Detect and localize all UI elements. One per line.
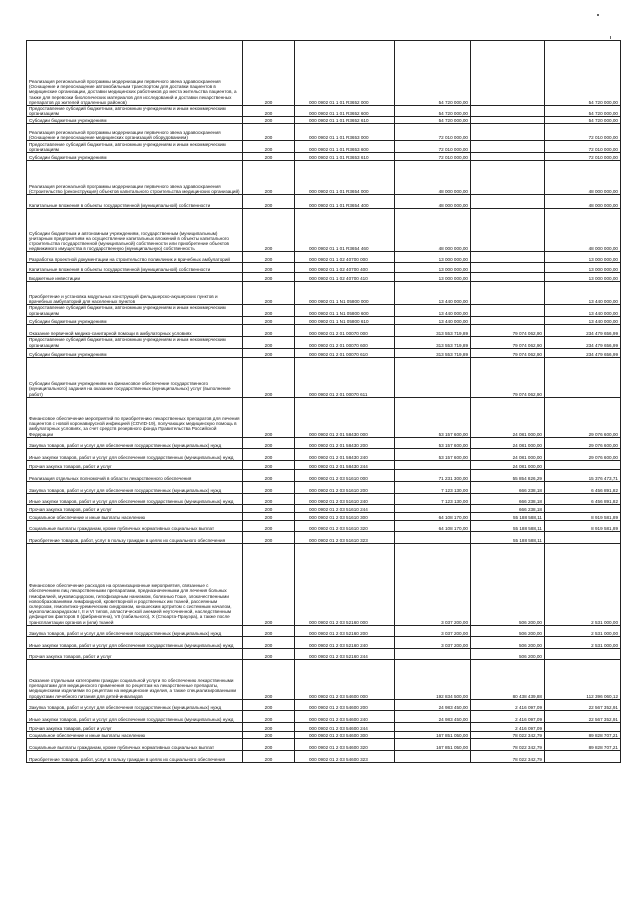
row-unexecuted-amount: 13 440 000,00 [545, 282, 621, 305]
table-row [27, 124, 621, 141]
row-approved-amount: 48 000 000,00 [395, 195, 471, 209]
row-executed-amount [471, 195, 545, 209]
row-line-code: 200 [243, 397, 295, 437]
row-unexecuted-amount: 54 720 000,00 [545, 106, 621, 117]
row-name: Закупка товаров, работ и услуг для обеспечения государственных (муниципальных) нужд [27, 699, 243, 710]
row-approved-amount [395, 460, 471, 469]
row-unexecuted-amount: 29 076 600,00 [545, 437, 621, 448]
row-approved-amount: 64 108 170,00 [395, 512, 471, 520]
row-name: Иные закупки товаров, работ и услуг для обеспечения государственных (муниципальных) нужд [27, 448, 243, 460]
row-executed-amount [471, 124, 545, 141]
table-row [27, 106, 621, 117]
row-classification-code: 000 0902 01 2 03 51610 320 [295, 520, 395, 531]
row-classification-code: 000 0902 01 1 01 R3653 000 [295, 124, 395, 141]
row-executed-amount: 55 188 588,11 [471, 512, 545, 520]
row-name: Предоставление субсидий бюджетным, автономным учреждениям и иным некоммерческим организациям [27, 106, 243, 117]
row-classification-code: 000 0902 01 2 03 51610 300 [295, 512, 395, 520]
row-unexecuted-amount [545, 460, 621, 469]
row-line-code: 200 [243, 750, 295, 762]
row-executed-amount [471, 117, 545, 124]
row-executed-amount: 506 200,00 [471, 636, 545, 648]
table-row [27, 153, 621, 161]
row-name: Капитальные вложения в объекты государственной (муниципальной) собственности [27, 195, 243, 209]
row-name: Закупка товаров, работ и услуг для обеспечения государственных (муниципальных) нужд [27, 625, 243, 636]
table-row [27, 209, 621, 252]
row-approved-amount: 13 440 000,00 [395, 305, 471, 316]
row-approved-amount: 167 851 050,00 [395, 731, 471, 738]
row-name: Финансовое обеспечение мероприятий по приобретению лекарственных препаратов для лечения пациентов с новой коронавирусной инфекцией (COVID-19), получающих медицинскую помощь в амбулаторных условиях, за счет средств резервного фонда Правительства Российской Федерации [27, 397, 243, 437]
row-executed-amount [471, 273, 545, 282]
row-executed-amount: 24 081 000,00 [471, 448, 545, 460]
row-line-code: 200 [243, 273, 295, 282]
row-line-code: 200 [243, 357, 295, 397]
row-executed-amount [471, 263, 545, 273]
table-row [27, 699, 621, 710]
row-classification-code: 000 0902 01 1 02 40700 400 [295, 263, 395, 273]
row-approved-amount: 3 037 200,00 [395, 625, 471, 636]
table-row [27, 448, 621, 460]
table-row [27, 750, 621, 762]
row-line-code: 200 [243, 460, 295, 469]
row-classification-code: 000 0902 01 2 03 54600 300 [295, 731, 395, 738]
row-executed-amount: 2 416 097,09 [471, 710, 545, 722]
row-line-code: 200 [243, 481, 295, 493]
row-classification-code: 000 0902 01 2 01 58430 244 [295, 460, 395, 469]
row-line-code: 200 [243, 731, 295, 738]
row-unexecuted-amount: 6 456 891,82 [545, 493, 621, 504]
row-executed-amount [471, 141, 545, 153]
row-executed-amount: 78 022 342,79 [471, 738, 545, 750]
row-name: Оказание отдельным категориям граждан социальной услуги по обеспечению лекарственными препаратами для медицинского применения по рецептам на лекарственные препараты, медицинскими изделиями по рецептам на медицинские изделия, а также специализированными продуктами лечебного питания для детей-инвалидов [27, 659, 243, 699]
row-line-code: 200 [243, 106, 295, 117]
row-line-code: 200 [243, 141, 295, 153]
row-unexecuted-amount: 54 720 000,00 [545, 117, 621, 124]
row-classification-code: 000 0902 01 1 01 R3653 600 [295, 141, 395, 153]
row-name: Бюджетные инвестиции [27, 273, 243, 282]
row-executed-amount: 666 238,18 [471, 504, 545, 512]
row-name: Реализация региональной программы модернизации первичного звена здравоохранения (Строительство (реконструкция) объектов капитального строительства медицинских организаций) [27, 161, 243, 195]
row-approved-amount: 64 108 170,00 [395, 520, 471, 531]
row-name: Закупка товаров, работ и услуг для обеспечения государственных (муниципальных) нужд [27, 437, 243, 448]
row-classification-code: 000 0902 01 1 01 R3654 400 [295, 195, 395, 209]
row-unexecuted-amount: 234 479 656,99 [545, 336, 621, 348]
row-unexecuted-amount [545, 531, 621, 543]
row-unexecuted-amount: 13 440 000,00 [545, 316, 621, 324]
row-classification-code: 000 0902 01 2 03 54600 000 [295, 659, 395, 699]
row-approved-amount: 72 010 000,00 [395, 124, 471, 141]
row-classification-code: 000 0902 01 1 N1 05800 000 [295, 282, 395, 305]
row-approved-amount: 13 440 000,00 [395, 316, 471, 324]
row-classification-code: 000 0902 01 2 01 00070 610 [295, 348, 395, 357]
row-executed-amount [471, 209, 545, 252]
row-line-code: 200 [243, 305, 295, 316]
row-line-code: 200 [243, 161, 295, 195]
row-executed-amount: 78 022 342,79 [471, 750, 545, 762]
row-line-code: 200 [243, 531, 295, 543]
row-classification-code: 000 0902 01 2 03 54600 240 [295, 710, 395, 722]
row-line-code: 200 [243, 493, 295, 504]
row-classification-code: 000 0902 01 1 01 R3652 610 [295, 117, 395, 124]
row-line-code: 200 [243, 710, 295, 722]
row-unexecuted-amount: 48 000 000,00 [545, 195, 621, 209]
row-unexecuted-amount: 89 828 707,21 [545, 731, 621, 738]
row-line-code: 200 [243, 543, 295, 625]
row-name: Предоставление субсидий бюджетным, автономным учреждениям и иным некоммерческим организациям [27, 336, 243, 348]
row-line-code: 200 [243, 324, 295, 336]
row-approved-amount: 13 000 000,00 [395, 252, 471, 263]
row-executed-amount [471, 161, 545, 195]
row-approved-amount [395, 722, 471, 731]
table-row [27, 273, 621, 282]
row-approved-amount: 3 037 200,00 [395, 636, 471, 648]
row-unexecuted-amount [545, 504, 621, 512]
row-name: Социальные выплаты гражданам, кроме публичных нормативных социальных выплат [27, 738, 243, 750]
row-classification-code: 000 0902 01 2 03 54600 244 [295, 722, 395, 731]
row-executed-amount: 79 074 062,90 [471, 336, 545, 348]
row-line-code: 200 [243, 648, 295, 659]
row-unexecuted-amount [545, 357, 621, 397]
row-line-code: 200 [243, 722, 295, 731]
table-row [27, 324, 621, 336]
row-name: Реализация региональной программы модернизации первичного звена здравоохранения (Оснащение и переоснащение медицинских организаций оборудованием) [27, 124, 243, 141]
table-row [27, 437, 621, 448]
row-executed-amount: 24 081 000,00 [471, 397, 545, 437]
row-classification-code: 000 0902 01 2 01 58430 000 [295, 397, 395, 437]
table-row [27, 710, 621, 722]
table-row [27, 493, 621, 504]
table-row [27, 731, 621, 738]
row-name: Иные закупки товаров, работ и услуг для обеспечения государственных (муниципальных) нужд [27, 636, 243, 648]
row-unexecuted-amount: 89 828 707,21 [545, 738, 621, 750]
row-line-code: 200 [243, 504, 295, 512]
row-executed-amount: 78 022 342,79 [471, 731, 545, 738]
row-name: Оказание первичной медико-санитарной помощи в амбулаторных условиях [27, 324, 243, 336]
row-unexecuted-amount: 48 000 000,00 [545, 161, 621, 195]
row-approved-amount: 313 553 719,89 [395, 348, 471, 357]
row-approved-amount [395, 648, 471, 659]
row-line-code: 200 [243, 699, 295, 710]
table-row [27, 460, 621, 469]
row-classification-code: 000 0902 01 2 01 58430 200 [295, 437, 395, 448]
row-classification-code: 000 0902 01 2 03 51610 244 [295, 504, 395, 512]
budget-execution-sheet [26, 40, 620, 763]
row-unexecuted-amount: 13 440 000,00 [545, 305, 621, 316]
row-classification-code: 000 0902 01 2 03 54600 320 [295, 738, 395, 750]
row-unexecuted-amount: 6 456 891,82 [545, 481, 621, 493]
table-row [27, 722, 621, 731]
row-name: Капитальные вложения в объекты государственной (муниципальной) собственности [27, 263, 243, 273]
row-classification-code: 000 0902 01 2 03 54600 323 [295, 750, 395, 762]
table-row [27, 316, 621, 324]
row-unexecuted-amount: 234 479 656,99 [545, 348, 621, 357]
table-row [27, 738, 621, 750]
row-line-code: 200 [243, 512, 295, 520]
row-classification-code: 000 0902 01 1 01 R3654 460 [295, 209, 395, 252]
row-line-code: 200 [243, 209, 295, 252]
row-approved-amount: 24 983 450,00 [395, 699, 471, 710]
row-executed-amount: 24 081 000,00 [471, 437, 545, 448]
row-executed-amount: 55 854 826,29 [471, 469, 545, 481]
row-line-code: 200 [243, 336, 295, 348]
row-line-code: 200 [243, 282, 295, 305]
row-unexecuted-amount: 29 076 600,00 [545, 397, 621, 437]
row-approved-amount: 54 720 000,00 [395, 106, 471, 117]
row-executed-amount: 506 200,00 [471, 625, 545, 636]
row-unexecuted-amount: 2 531 000,00 [545, 636, 621, 648]
row-name: Прочая закупка товаров, работ и услуг [27, 722, 243, 731]
row-executed-amount: 666 238,18 [471, 481, 545, 493]
row-executed-amount [471, 153, 545, 161]
row-name: Прочая закупка товаров, работ и услуг [27, 460, 243, 469]
row-approved-amount: 13 440 000,00 [395, 282, 471, 305]
row-classification-code: 000 0902 01 1 N1 05800 610 [295, 316, 395, 324]
row-line-code: 200 [243, 316, 295, 324]
budget-table-body [27, 41, 621, 763]
row-executed-amount [471, 305, 545, 316]
row-classification-code: 000 0902 01 1 01 R3654 000 [295, 161, 395, 195]
row-approved-amount: 313 553 719,89 [395, 336, 471, 348]
row-approved-amount: 3 037 200,00 [395, 543, 471, 625]
row-line-code: 200 [243, 124, 295, 141]
row-name: Реализация отдельных полномочий в области лекарственного обеспечения [27, 469, 243, 481]
row-executed-amount: 506 200,00 [471, 648, 545, 659]
table-row [27, 531, 621, 543]
row-line-code: 200 [243, 195, 295, 209]
table-row [27, 648, 621, 659]
scan-speck [610, 36, 611, 39]
row-name: Социальное обеспечение и иные выплаты населению [27, 512, 243, 520]
row-unexecuted-amount: 54 720 000,00 [545, 41, 621, 106]
row-unexecuted-amount: 2 531 000,00 [545, 625, 621, 636]
row-line-code: 200 [243, 437, 295, 448]
row-approved-amount: 53 157 600,00 [395, 397, 471, 437]
row-name: Субсидии бюджетным учреждениям [27, 153, 243, 161]
table-row [27, 504, 621, 512]
table-row [27, 305, 621, 316]
row-name: Субсидии бюджетным и автономным учреждениям, государственным (муниципальным) унитарным предприятиям на осуществление капитальных вложений в объекты капитального строительства государственной (муниципальной) собственности или приобретение объектов недвижимого имущества в государственную (муниципальную) собственность [27, 209, 243, 252]
row-classification-code: 000 0902 01 1 01 R3652 600 [295, 106, 395, 117]
row-classification-code: 000 0902 01 2 01 00070 611 [295, 357, 395, 397]
row-unexecuted-amount: 48 000 000,00 [545, 209, 621, 252]
row-approved-amount: 48 000 000,00 [395, 209, 471, 252]
row-executed-amount [471, 282, 545, 305]
table-row [27, 636, 621, 648]
row-unexecuted-amount: 72 010 000,00 [545, 153, 621, 161]
row-unexecuted-amount: 15 376 473,71 [545, 469, 621, 481]
row-unexecuted-amount: 22 567 352,91 [545, 699, 621, 710]
row-classification-code: 000 0902 01 2 03 51610 000 [295, 469, 395, 481]
row-unexecuted-amount: 8 919 581,89 [545, 512, 621, 520]
row-name: Субсидии бюджетным учреждениям [27, 117, 243, 124]
table-row [27, 520, 621, 531]
row-executed-amount: 55 188 588,11 [471, 520, 545, 531]
row-line-code: 200 [243, 469, 295, 481]
table-row [27, 336, 621, 348]
row-name: Приобретение товаров, работ, услуг в пользу граждан в целях их социального обеспечения [27, 750, 243, 762]
table-row [27, 469, 621, 481]
row-classification-code: 000 0902 01 1 02 40700 000 [295, 252, 395, 263]
table-row [27, 141, 621, 153]
row-classification-code: 000 0902 01 2 03 51610 240 [295, 493, 395, 504]
row-line-code: 200 [243, 625, 295, 636]
row-name: Прочая закупка товаров, работ и услуг [27, 504, 243, 512]
row-unexecuted-amount: 234 479 656,99 [545, 324, 621, 336]
row-approved-amount: 53 157 600,00 [395, 437, 471, 448]
row-executed-amount: 24 081 000,00 [471, 460, 545, 469]
row-line-code: 200 [243, 520, 295, 531]
scan-speck [597, 14, 599, 16]
table-row [27, 41, 621, 106]
row-unexecuted-amount: 72 010 000,00 [545, 141, 621, 153]
row-unexecuted-amount [545, 750, 621, 762]
row-name: Социальные выплаты гражданам, кроме публичных нормативных социальных выплат [27, 520, 243, 531]
row-name: Финансовое обеспечение расходов на организационные мероприятия, связанные с обеспечением лиц лекарственными препаратами, предназначенными для лечения больных гемофилией, муковисцидозом, гипофизарным нанизмом, болезнью Гоше, злокачественными новообразованиями лимфоидной, кроветворной и родственных им тканей, рассеянным склерозом, гемолитико-уремическим синдромом, юношеским артритом с системным началом, мукополисахаридозом I, II и VI типов, апластической анемией неуточненной, наследственным дефицитом факторов II (фибриногена), VII (лабильного), X (Стюарта-Прауэра), а также после трансплантации органов и (или) тканей [27, 543, 243, 625]
row-line-code: 200 [243, 659, 295, 699]
row-approved-amount: 7 123 130,00 [395, 493, 471, 504]
row-name: Предоставление субсидий бюджетным, автономным учреждениям и иным некоммерческим организациям [27, 141, 243, 153]
row-unexecuted-amount: 2 531 000,00 [545, 543, 621, 625]
table-row [27, 512, 621, 520]
table-row [27, 263, 621, 273]
table-row [27, 397, 621, 437]
row-name: Разработка проектной документации на строительство поликлиник и врачебных амбулаторий [27, 252, 243, 263]
row-classification-code: 000 0902 01 2 03 52160 000 [295, 543, 395, 625]
row-approved-amount: 24 983 450,00 [395, 710, 471, 722]
table-row [27, 348, 621, 357]
row-executed-amount: 80 438 439,88 [471, 659, 545, 699]
row-executed-amount [471, 316, 545, 324]
table-row [27, 195, 621, 209]
budget-table [26, 40, 621, 763]
row-line-code: 200 [243, 252, 295, 263]
row-line-code: 200 [243, 348, 295, 357]
row-classification-code: 000 0902 01 1 01 R3652 000 [295, 41, 395, 106]
row-classification-code: 000 0902 01 2 01 58430 240 [295, 448, 395, 460]
row-unexecuted-amount: 29 076 600,00 [545, 448, 621, 460]
row-line-code: 200 [243, 153, 295, 161]
table-row [27, 252, 621, 263]
row-approved-amount: 7 123 130,00 [395, 481, 471, 493]
row-unexecuted-amount: 13 000 000,00 [545, 263, 621, 273]
row-name: Иные закупки товаров, работ и услуг для обеспечения государственных (муниципальных) нужд [27, 493, 243, 504]
row-name: Приобретение товаров, работ, услуг в пользу граждан в целях их социального обеспечения [27, 531, 243, 543]
row-classification-code: 000 0902 01 2 03 52160 244 [295, 648, 395, 659]
row-unexecuted-amount: 72 010 000,00 [545, 124, 621, 141]
row-executed-amount: 79 074 062,90 [471, 348, 545, 357]
row-approved-amount [395, 531, 471, 543]
row-unexecuted-amount: 13 000 000,00 [545, 273, 621, 282]
row-line-code: 200 [243, 738, 295, 750]
row-approved-amount: 53 157 600,00 [395, 448, 471, 460]
row-classification-code: 000 0902 01 1 01 R3653 610 [295, 153, 395, 161]
row-name: Приобретение и установка модульных конструкций фельдшерско-акушерских пунктов и врачебных амбулаторий для населенных пунктов [27, 282, 243, 305]
row-line-code: 200 [243, 263, 295, 273]
row-executed-amount [471, 41, 545, 106]
row-approved-amount [395, 750, 471, 762]
table-row [27, 659, 621, 699]
row-name: Иные закупки товаров, работ и услуг для обеспечения государственных (муниципальных) нужд [27, 710, 243, 722]
row-classification-code: 000 0902 01 2 03 51610 200 [295, 481, 395, 493]
row-executed-amount: 79 074 062,90 [471, 357, 545, 397]
row-unexecuted-amount [545, 722, 621, 731]
row-name: Прочая закупка товаров, работ и услуг [27, 648, 243, 659]
row-unexecuted-amount: 13 000 000,00 [545, 252, 621, 263]
row-approved-amount: 54 720 000,00 [395, 117, 471, 124]
row-approved-amount [395, 357, 471, 397]
row-name: Предоставление субсидий бюджетным, автономным учреждениям и иным некоммерческим организациям [27, 305, 243, 316]
row-classification-code: 000 0902 01 2 03 52160 200 [295, 625, 395, 636]
row-classification-code: 000 0902 01 2 03 54600 200 [295, 699, 395, 710]
row-approved-amount: 192 834 500,00 [395, 659, 471, 699]
row-unexecuted-amount: 112 396 060,12 [545, 659, 621, 699]
row-executed-amount: 506 200,00 [471, 543, 545, 625]
row-name: Субсидии бюджетным учреждениям [27, 316, 243, 324]
table-row [27, 117, 621, 124]
row-executed-amount: 2 416 097,09 [471, 722, 545, 731]
row-executed-amount [471, 106, 545, 117]
row-executed-amount: 2 416 097,09 [471, 699, 545, 710]
table-row [27, 543, 621, 625]
row-approved-amount: 72 010 000,00 [395, 141, 471, 153]
row-approved-amount [395, 504, 471, 512]
row-executed-amount [471, 252, 545, 263]
row-classification-code: 000 0902 01 2 03 51610 323 [295, 531, 395, 543]
row-classification-code: 000 0902 01 2 01 00070 600 [295, 336, 395, 348]
table-row [27, 625, 621, 636]
table-row [27, 282, 621, 305]
row-unexecuted-amount: 8 919 581,89 [545, 520, 621, 531]
row-executed-amount: 79 074 062,90 [471, 324, 545, 336]
row-line-code: 200 [243, 636, 295, 648]
row-approved-amount: 13 000 000,00 [395, 273, 471, 282]
row-approved-amount: 13 000 000,00 [395, 263, 471, 273]
row-name: Закупка товаров, работ и услуг для обеспечения государственных (муниципальных) нужд [27, 481, 243, 493]
row-approved-amount: 313 553 719,89 [395, 324, 471, 336]
row-executed-amount: 55 188 588,11 [471, 531, 545, 543]
row-unexecuted-amount: 22 567 352,91 [545, 710, 621, 722]
row-classification-code: 000 0902 01 2 01 00070 000 [295, 324, 395, 336]
row-executed-amount: 666 238,18 [471, 493, 545, 504]
row-name: Субсидии бюджетным учреждениям [27, 348, 243, 357]
row-line-code: 200 [243, 41, 295, 106]
row-line-code: 200 [243, 117, 295, 124]
row-approved-amount: 71 231 300,00 [395, 469, 471, 481]
row-name: Социальное обеспечение и иные выплаты населению [27, 731, 243, 738]
table-row [27, 357, 621, 397]
table-row [27, 481, 621, 493]
row-name: Субсидии бюджетным учреждениям на финансовое обеспечение государственного (муниципального) задания на оказание государственных (муниципальных) услуг (выполнение работ) [27, 357, 243, 397]
table-row [27, 161, 621, 195]
row-classification-code: 000 0902 01 1 02 40700 410 [295, 273, 395, 282]
row-approved-amount: 54 720 000,00 [395, 41, 471, 106]
row-classification-code: 000 0902 01 2 03 52160 240 [295, 636, 395, 648]
row-unexecuted-amount [545, 648, 621, 659]
row-approved-amount: 48 000 000,00 [395, 161, 471, 195]
row-classification-code: 000 0902 01 1 N1 05800 600 [295, 305, 395, 316]
row-line-code: 200 [243, 448, 295, 460]
row-approved-amount: 167 851 050,00 [395, 738, 471, 750]
row-name: Реализация региональной программы модернизации первичного звена здравоохранения (Оснащение и переоснащение автомобильным транспортом для доставки пациентов в медицинские организации, доставки медицинских работников до места жительства пациентов, а также для перевозки биологических материалов для исследований и доставки лекарственных препаратов до жителей отдаленных районов) [27, 41, 243, 106]
row-approved-amount: 72 010 000,00 [395, 153, 471, 161]
